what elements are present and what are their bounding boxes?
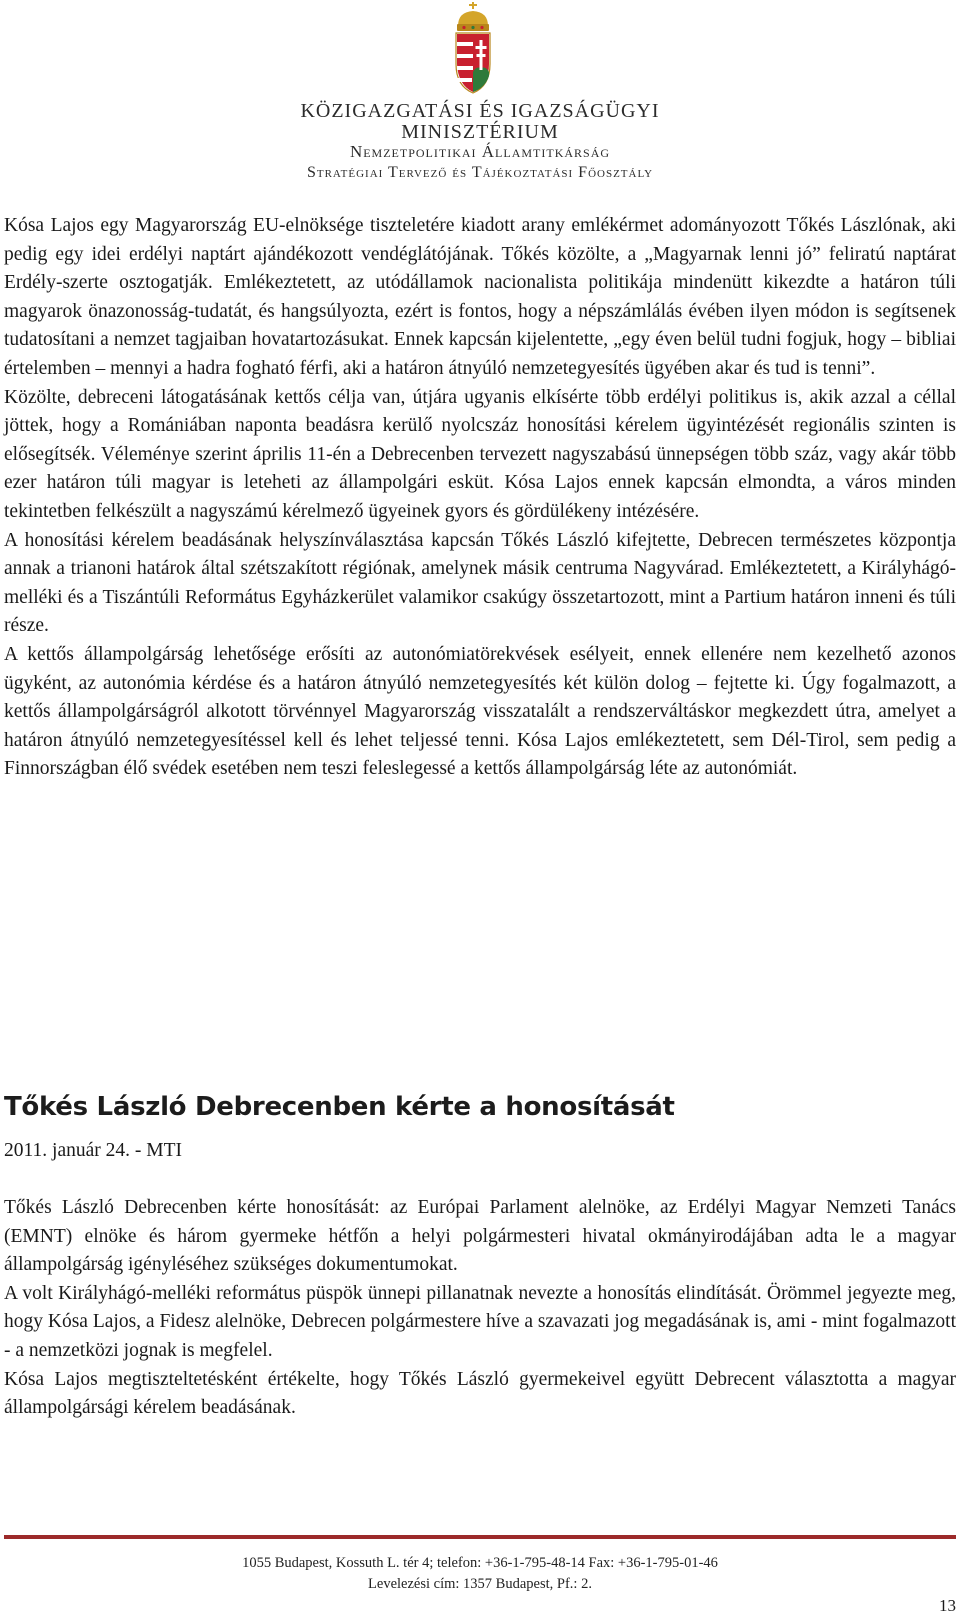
- ministry-name-line1: KÖZIGAZGATÁSI ÉS IGAZSÁGÜGYI: [300, 100, 660, 122]
- paragraph: A honosítási kérelem beadásának helyszínválasztása kapcsán Tőkés László kifejtette, Debrecen természetes központja annak a trianoni határok által szétszakított régiónak, amelynek másik centruma Nagyvárad. Emlékeztetett, a Királyhágó-melléki és a Tiszántúli Református Egyházkerület valamikor csakúgy összetartozott, mint a Partium határon inneni és túli része.: [4, 529, 956, 637]
- letterhead: [0, 0, 960, 190]
- ministry-department-line: Nemzetpolitikai Államtitkárság: [349, 142, 611, 161]
- article-dateline: 2011. január 24. - MTI: [4, 1140, 182, 1161]
- article-title: Tőkés László Debrecenben kérte a honosítását: [4, 1092, 675, 1122]
- paragraph: Kósa Lajos megtiszteltetésként értékelte, hogy Tőkés László gyermekeivel együtt Debrecent választotta a magyar állampolgársági kérelem beadásának.: [4, 1368, 956, 1419]
- article2-body: [4, 1194, 956, 1423]
- article-body: [4, 212, 956, 784]
- paragraph: Kósa Lajos egy Magyarország EU-elnöksége tiszteletére kiadott arany emlékérmet adományozott Tőkés Lászlónak, aki pedig egy idei erdélyi naptárt ajándékozott vendéglátójának. Tőkés közölte, a „Magyarnak lenni jó” feliratú naptárat Erdély-szerte osztogatják. Emlékeztetett, az utódállamok nacionalista politikája mindenütt kikezdte a határon túli magyarok önazonosság-tudatát, és hangsúlyozta, ezért is fontos, hogy a népszámlálás évében ilyen módon is segítsenek tudatosítani a nemzet tagjaiban hovatartozásukat. Ennek kapcsán kijelentette, „egy éven belül tudni fogjuk, hogy – bibliai értelemben – mennyi a hadra fogható férfi, aki a határon átnyúló nemzetegyesítés ügyében akar és tud is tenni”.: [4, 215, 956, 379]
- paragraph: A kettős állampolgárság lehetősége erősíti az autonómiatörekvések esélyeit, ennek ellenére nem kezelhető azonos ügyként, az autonómia kérdése és a határon átnyúló nemzetegyesítés két külön dolog – fejtette ki. Úgy fogalmazott, a kettős állampolgárságról alkotott törvénnyel Magyarország visszatalált a rendszerváltáskor megkezdett útra, amelyet a határon átnyúló nemzetegyesítéssel kell és lehet teljessé tenni. Kósa Lajos emlékeztetett, sem Dél-Tirol, sem pedig a Finnországban élő svédek esetében nem teszi feleslegessé a kettős állampolgárság léte az autonómiát.: [4, 643, 956, 780]
- paragraph: A volt Királyhágó-melléki református püspök ünnepi pillanatnak nevezte a honosítás elindítását. Örömmel jegyezte meg, hogy Kósa Lajos, a Fidesz alelnöke, Debrecen polgármestere híve a szavazati jog megadásának is, ami - mint fogalmazott - a nemzetközi jognak is megfelel.: [4, 1282, 956, 1361]
- paragraph: Tőkés László Debrecenben kérte honosítását: az Európai Parlament alelnöke, az Erdélyi Magyar Nemzeti Tanács (EMNT) elnöke és három gyermeke hétfőn a helyi polgármesteri hivatal okmányirodájában adta le a magyar állampolgárság igényléséhez szükséges dokumentumokat.: [4, 1197, 956, 1276]
- footer-address: 1055 Budapest, Kossuth L. tér 4; telefon: +36-1-795-48-14 Fax: +36-1-795-01-46: [242, 1555, 718, 1571]
- ministry-name-line2: MINISZTÉRIUM: [401, 121, 559, 143]
- paragraph: Közölte, debreceni látogatásának kettős célja van, útjára ugyanis elkísérte több erdélyi politikus is, akik azzal a céllal jöttek, hogy a Romániában naponta beadásra kerülő nyolcszáz honosítási kérelem ügyintézését regionális szinten is elősegítsék. Véleménye szerint április 11-én a Debrecenben tervezett nagyszabású ünnepségen több száz, vagy akár több ezer határon túli magyar is leteheti az állampolgári esküt. Kósa Lajos ennek kapcsán elmondta, a város minden tekintetben felkészült a nagyszámú kérelmező ügyeinek gyors és gördülékeny intézésére.: [4, 386, 956, 522]
- footer-mailing-address: Levelezési cím: 1357 Budapest, Pf.: 2.: [368, 1576, 592, 1592]
- page-number: 13: [939, 1596, 956, 1615]
- footer-divider: [4, 1535, 956, 1539]
- ministry-division-line: Stratégiai Tervező és Tájékoztatási Főosztály: [306, 164, 654, 181]
- hungarian-coat-of-arms-icon: [452, 2, 494, 94]
